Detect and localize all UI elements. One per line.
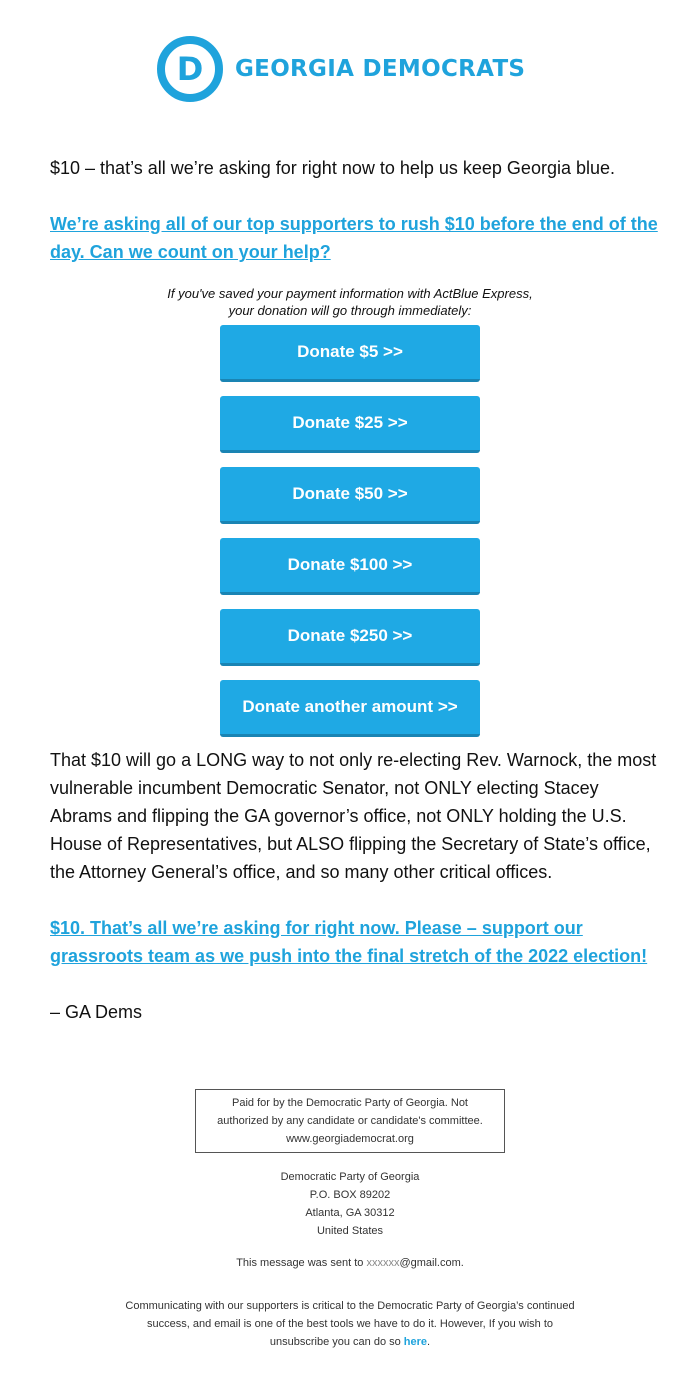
header-logo[interactable]: [157, 36, 525, 102]
donate-25-button[interactable]: Donate $25 >>: [220, 396, 480, 453]
org-name: GEORGIA DEMOCRATS: [235, 56, 526, 82]
svg-text:D: D: [176, 50, 204, 88]
footer-line-2: success, and email is one of the best tools we have to do it. However, If you wish to: [147, 1318, 553, 1330]
donate-50-button[interactable]: Donate $50 >>: [220, 467, 480, 524]
mailing-address: [150, 1168, 550, 1240]
unsubscribe-footer: [95, 1297, 605, 1351]
address-city: Atlanta, GA 30312: [305, 1207, 395, 1219]
footer-line-3-suffix: .: [427, 1336, 431, 1348]
unsubscribe-link[interactable]: here: [403, 1336, 428, 1348]
email-domain: @gmail.com.: [399, 1257, 464, 1269]
sent-to-prefix: This message was sent to: [236, 1257, 367, 1269]
democratic-d-circle-icon: [157, 36, 223, 102]
disclaimer-line-1: Paid for by the Democratic Party of Georgia. Not: [232, 1097, 468, 1109]
sent-to-notice: [100, 1255, 600, 1271]
footer-line-3-prefix: unsubscribe you can do so: [269, 1336, 404, 1348]
address-name: Democratic Party of Georgia: [280, 1171, 420, 1183]
signoff: – GA Dems: [50, 1002, 143, 1022]
disclaimer-website: www.georgiademocrat.org: [286, 1133, 414, 1145]
donate-250-button[interactable]: Donate $250 >>: [220, 609, 480, 666]
donate-100-button[interactable]: Donate $100 >>: [220, 538, 480, 595]
masked-email-user: xxxxxx: [366, 1257, 400, 1269]
footer-line-3: [95, 1333, 605, 1351]
address-country: United States: [316, 1225, 384, 1237]
donate-other-amount-button[interactable]: Donate another amount >>: [220, 680, 480, 737]
footer-line-1: Communicating with our supporters is critical to the Democratic Party of Georgia’s continued: [125, 1300, 575, 1312]
address-po-box: P.O. BOX 89202: [309, 1189, 391, 1201]
top-supporters-link[interactable]: We’re asking all of our top supporters to rush $10 before the end of the day. Can we count on your help?: [50, 214, 658, 262]
actblue-note-line-1: If you've saved your payment information with ActBlue Express,: [167, 286, 533, 301]
intro-text: $10 – that’s all we’re asking for right now to help us keep Georgia blue.: [50, 158, 616, 178]
donate-5-button[interactable]: Donate $5 >>: [220, 325, 480, 382]
actblue-note-line-2: your donation will go through immediately:: [228, 303, 472, 318]
paid-for-disclaimer: [195, 1089, 505, 1153]
actblue-note: [100, 285, 600, 319]
donate-button-stack: [220, 325, 480, 751]
disclaimer-line-2: authorized by any candidate or candidate's committee.: [217, 1115, 483, 1127]
body-paragraph: That $10 will go a LONG way to not only re-electing Rev. Warnock, the most vulnerable incumbent Democratic Senator, not ONLY electing Stacey Abrams and flipping the GA governor’s office, not ONLY holding the U.S. House of Representatives, but ALSO flipping the Secretary of State’s office, the Attorney General’s office, and so many other critical offices.: [50, 750, 657, 882]
grassroots-support-link[interactable]: $10. That’s all we’re asking for right now. Please – support our grassroots team as we push into the final stretch of the 2022 election!: [50, 918, 648, 966]
